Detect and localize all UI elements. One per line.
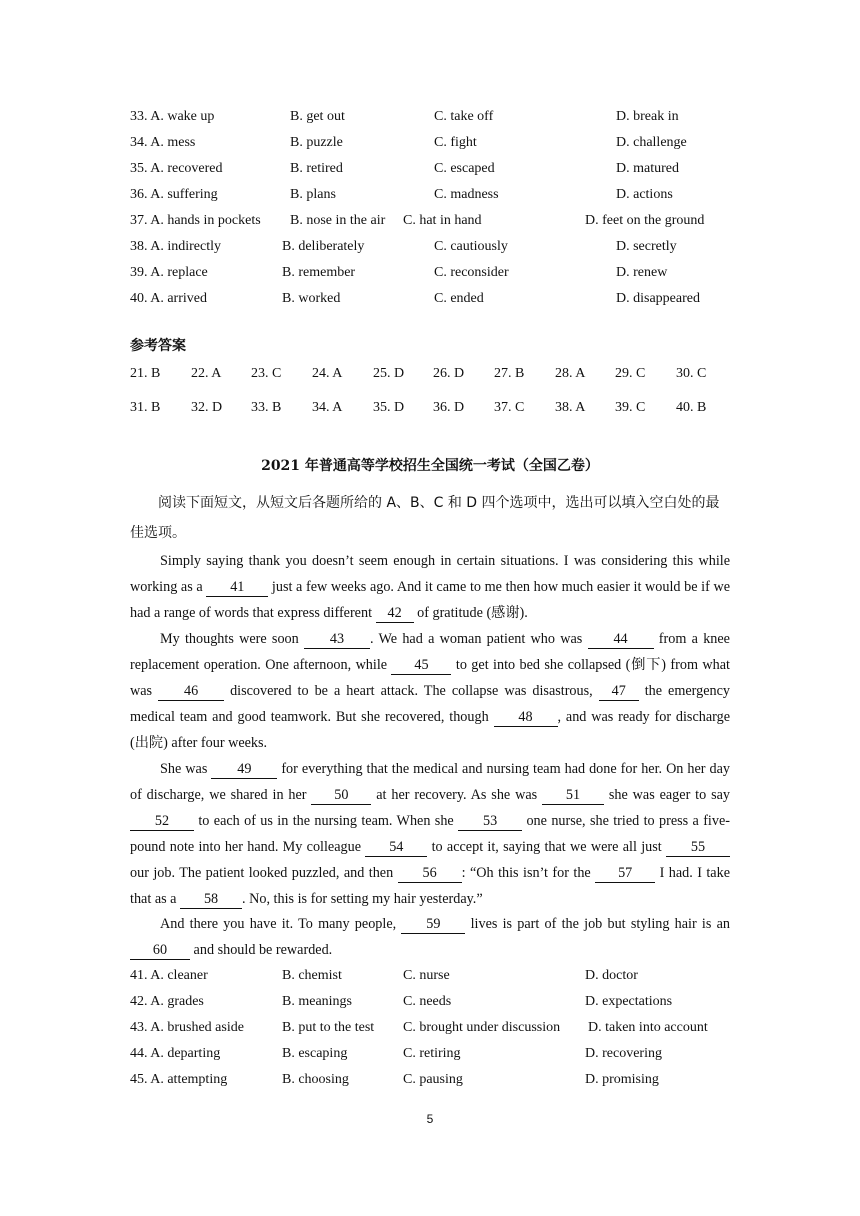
- option-d: D. recovering: [585, 1046, 662, 1061]
- blank-51: 51: [542, 787, 604, 805]
- option-a: 41. A. cleaner: [130, 968, 208, 983]
- option-b: B. retired: [290, 161, 343, 176]
- option-d: D. break in: [616, 109, 679, 124]
- option-b: B. deliberately: [282, 239, 365, 254]
- option-d: D. challenge: [616, 135, 687, 150]
- blank-50: 50: [311, 787, 371, 805]
- option-a: 34. A. mess: [130, 135, 196, 150]
- option-a: 44. A. departing: [130, 1046, 221, 1061]
- option-b: B. plans: [290, 187, 336, 202]
- blank-47: 47: [599, 683, 639, 701]
- blank-45: 45: [391, 657, 451, 675]
- passage-paragraph-4: And there you have it. To many people, 59 lives is part of the job but styling hair is an 60 and should be rewarded.: [130, 912, 730, 964]
- option-a: 45. A. attempting: [130, 1072, 228, 1087]
- option-c: C. brought under discussion: [403, 1020, 561, 1035]
- blank-42: 42: [376, 605, 414, 623]
- answer-item: 34. A: [312, 400, 343, 415]
- option-c: C. escaped: [434, 161, 495, 176]
- option-d: D. expectations: [585, 994, 673, 1009]
- answer-item: 37. C: [494, 400, 525, 415]
- option-d: D. promising: [585, 1072, 659, 1087]
- instructions: [130, 488, 730, 548]
- answer-item: 29. C: [615, 366, 646, 381]
- answer-item: 36. D: [433, 400, 465, 415]
- blank-60: 60: [130, 942, 190, 960]
- option-d: D. doctor: [585, 968, 638, 983]
- option-c: C. hat in hand: [403, 213, 482, 228]
- option-c: C. reconsider: [434, 265, 509, 280]
- option-b: B. worked: [282, 291, 341, 306]
- option-b: B. meanings: [282, 994, 352, 1009]
- blank-54: 54: [365, 839, 427, 857]
- blank-56: 56: [398, 865, 462, 883]
- answer-item: 25. D: [373, 366, 405, 381]
- option-a: 37. A. hands in pockets: [130, 213, 261, 228]
- blank-57: 57: [595, 865, 655, 883]
- option-c: C. cautiously: [434, 239, 508, 254]
- blank-49: 49: [211, 761, 277, 779]
- option-b: B. remember: [282, 265, 356, 280]
- option-b: B. put to the test: [282, 1020, 375, 1035]
- answer-item: 32. D: [191, 400, 223, 415]
- option-d: D. taken into account: [588, 1020, 708, 1035]
- blank-55: 55: [666, 839, 730, 857]
- blank-52: 52: [130, 813, 194, 831]
- answer-item: 31. B: [130, 400, 161, 415]
- answer-item: 35. D: [373, 400, 405, 415]
- blank-44: 44: [588, 631, 654, 649]
- answer-item: 22. A: [191, 366, 222, 381]
- option-d: D. actions: [616, 187, 673, 202]
- answer-item: 23. C: [251, 366, 282, 381]
- option-c: C. retiring: [403, 1046, 461, 1061]
- blank-41: 41: [206, 579, 268, 597]
- instructions-text: 阅读下面短文，从短文后各题所给的 A、B、C 和 D 四个选项中，选出可以填入空白处的最佳选项。: [130, 495, 720, 541]
- option-b: B. get out: [290, 109, 345, 124]
- blank-43: 43: [304, 631, 370, 649]
- option-a: 33. A. wake up: [130, 109, 215, 124]
- answer-item: 39. C: [615, 400, 646, 415]
- answer-item: 28. A: [555, 366, 586, 381]
- option-b: B. nose in the air: [290, 213, 386, 228]
- passage-paragraph-3: She was 49 for everything that the medical and nursing team had done for her. On her day of discharge, we shared in her 50 at her recovery. As she was 51 she was eager to say 52 to each of us in the nursing team. When she 53 one nurse, she tried to press a five-pound note into her hand. My colleague 54 to accept it, saying that we were all just 55 our job. The patient looked puzzled, and then 56 : “Oh this isn’t for the 57 I had. I take that as a 58 . No, this is for setting my hair yesterday.”: [130, 761, 730, 907]
- passage-paragraph-2: My thoughts were soon 43 . We had a woman patient who was 44 from a knee replacement operation. One afternoon, while 45 to get into bed she collapsed (倒下) from what was 46 discovered to be a heart attack. The collapse was disastrous, 47 the emergency medical team and good teamwork. But she recovered, though 48 , and was ready for discharge (出院) after four weeks.: [130, 631, 730, 751]
- option-d: D. renew: [616, 265, 668, 280]
- option-c: C. nurse: [403, 968, 450, 983]
- option-b: B. puzzle: [290, 135, 343, 150]
- exam-title: 2021 年普通高等学校招生全国统一考试（全国乙卷）: [261, 458, 599, 474]
- answer-item: 24. A: [312, 366, 343, 381]
- option-a: 38. A. indirectly: [130, 239, 221, 254]
- answer-item: 26. D: [433, 366, 465, 381]
- answer-item: 27. B: [494, 366, 525, 381]
- answer-item: 30. C: [676, 366, 707, 381]
- option-b: B. chemist: [282, 968, 342, 983]
- blank-59: 59: [401, 916, 465, 934]
- option-a: 40. A. arrived: [130, 291, 207, 306]
- option-b: B. choosing: [282, 1072, 349, 1087]
- option-c: C. pausing: [403, 1072, 463, 1087]
- option-a: 36. A. suffering: [130, 187, 218, 202]
- option-a: 39. A. replace: [130, 265, 208, 280]
- option-c: C. needs: [403, 994, 452, 1009]
- option-b: B. escaping: [282, 1046, 348, 1061]
- option-a: 43. A. brushed aside: [130, 1020, 244, 1035]
- answer-item: 21. B: [130, 366, 161, 381]
- blank-46: 46: [158, 683, 224, 701]
- option-c: C. take off: [434, 109, 494, 124]
- page-number: 5: [426, 1112, 434, 1126]
- answer-item: 33. B: [251, 400, 282, 415]
- blank-48: 48: [494, 709, 558, 727]
- answer-item: 40. B: [676, 400, 707, 415]
- option-d: D. feet on the ground: [585, 213, 705, 228]
- option-a: 35. A. recovered: [130, 161, 223, 176]
- option-d: D. disappeared: [616, 291, 700, 306]
- blank-53: 53: [458, 813, 522, 831]
- answers-heading: 参考答案: [130, 338, 186, 354]
- option-d: D. matured: [616, 161, 679, 176]
- answer-item: 38. A: [555, 400, 586, 415]
- option-a: 42. A. grades: [130, 994, 204, 1009]
- option-c: C. fight: [434, 135, 477, 150]
- passage-paragraph-1: Simply saying thank you doesn’t seem enough in certain situations. I was considering this while working as a 41 just a few weeks ago. And it came to me then how much easier it would be if we had a range of words that express different 42 of gratitude (感谢).: [130, 553, 731, 621]
- option-c: C. madness: [434, 187, 499, 202]
- option-d: D. secretly: [616, 239, 677, 254]
- option-c: C. ended: [434, 291, 484, 306]
- blank-58: 58: [180, 891, 242, 909]
